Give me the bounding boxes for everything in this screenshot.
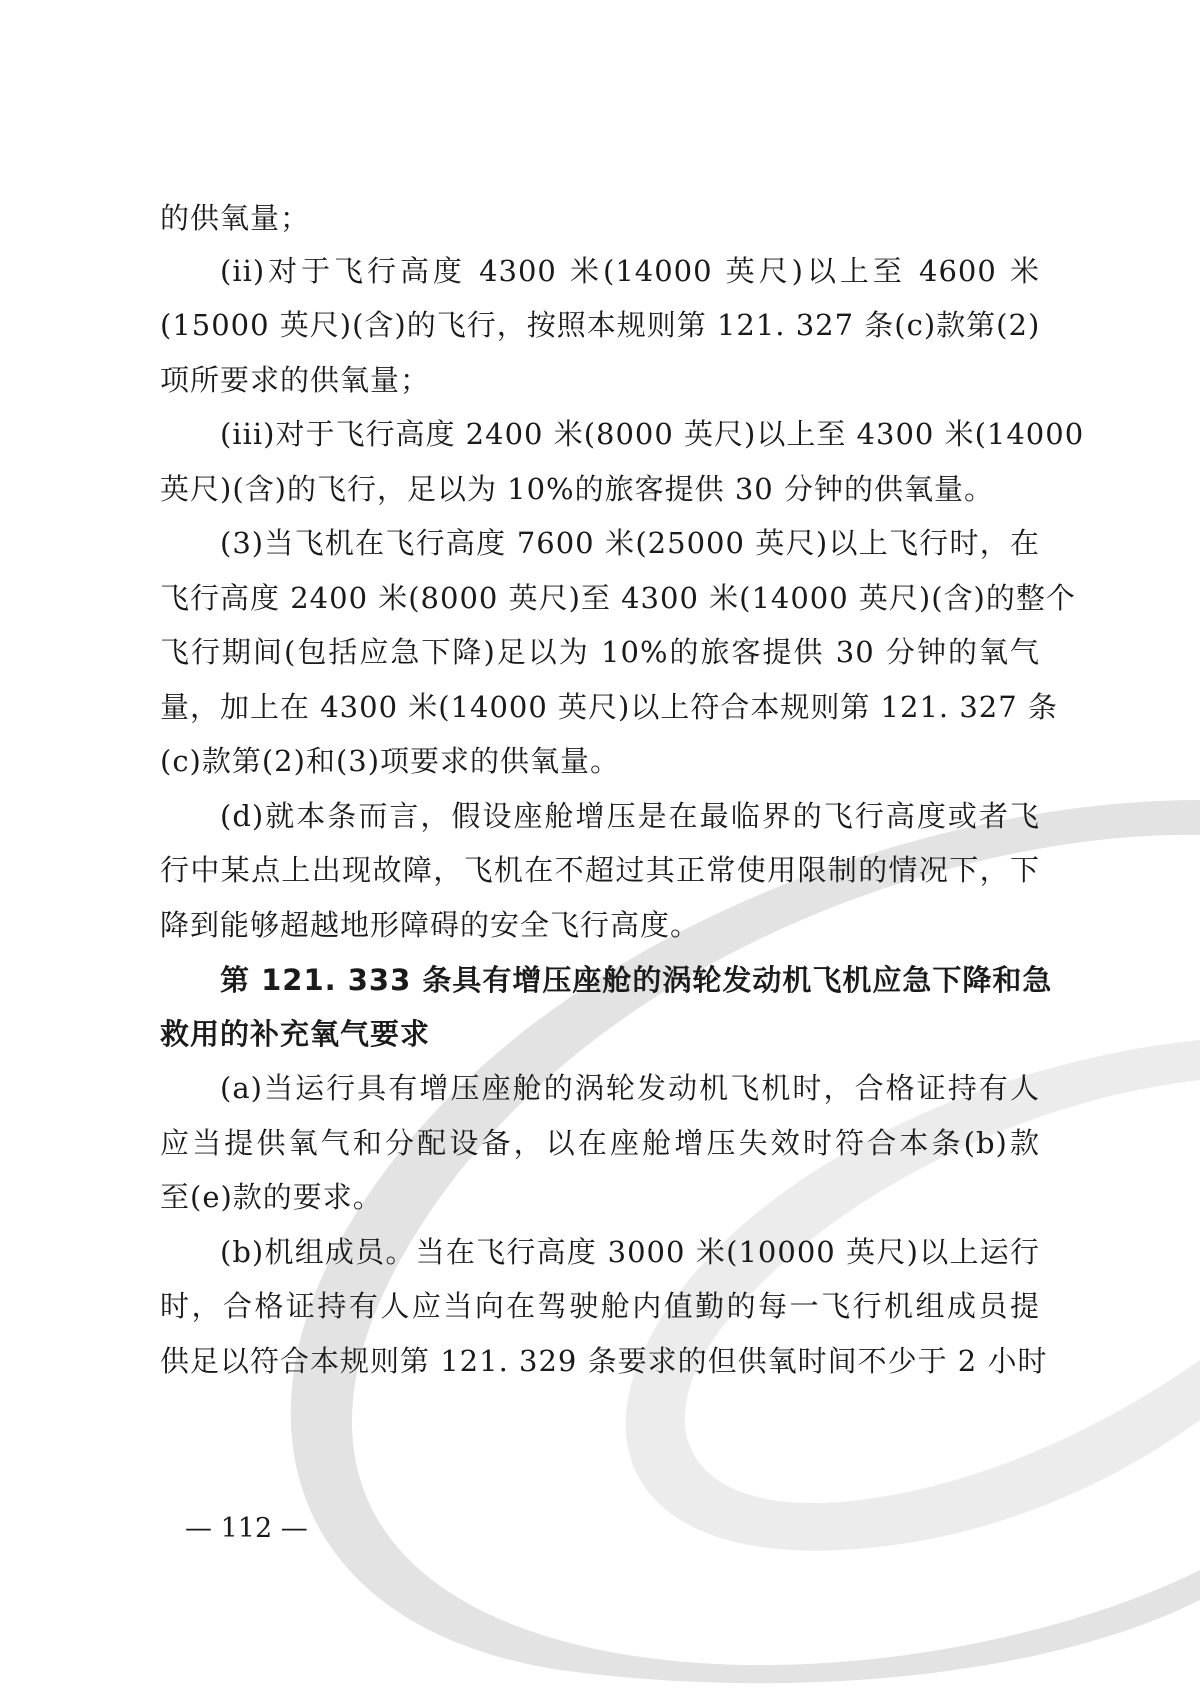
section-heading: 第 121. 333 条具有增压座舱的涡轮发动机飞机应急下降和急 [220, 963, 1053, 997]
body-line: (b)机组成员。当在飞行高度 3000 米(10000 英尺)以上运行 [220, 1235, 1040, 1269]
body-line: 应当提供氧气和分配设备，以在座舱增压失效时符合本条(b)款 [160, 1126, 1040, 1160]
body-line: 至(e)款的要求。 [160, 1180, 383, 1214]
body-line: 行中某点上出现故障，飞机在不超过其正常使用限制的情况下，下 [160, 853, 1040, 887]
body-line: 飞行期间(包括应急下降)足以为 10%的旅客提供 30 分钟的氧气 [160, 635, 1040, 669]
body-line: (a)当运行具有增压座舱的涡轮发动机飞机时，合格证持有人 [220, 1071, 1040, 1105]
body-line: 的供氧量； [160, 201, 311, 235]
body-line: 飞行高度 2400 米(8000 英尺)至 4300 米(14000 英尺)(含)的整个 [160, 581, 1076, 615]
body-line: 降到能够超越地形障碍的安全飞行高度。 [160, 908, 701, 942]
body-line: (c)款第(2)和(3)项要求的供氧量。 [160, 744, 621, 778]
page-number: — 112 — [185, 1513, 308, 1544]
section-heading: 救用的补充氧气要求 [160, 1017, 431, 1051]
body-line: 量，加上在 4300 米(14000 英尺)以上符合本规则第 121. 327 条 [160, 690, 1058, 724]
body-line: 英尺)(含)的飞行，足以为 10%的旅客提供 30 分钟的供氧量。 [160, 472, 994, 506]
body-line: 供足以符合本规则第 121. 329 条要求的但供氧时间不少于 2 小时 [160, 1344, 1048, 1378]
body-line: (ii)对于飞行高度 4300 米(14000 英尺)以上至 4600 米 [220, 254, 1040, 288]
body-line: (15000 英尺)(含)的飞行，按照本规则第 121. 327 条(c)款第(2) [160, 308, 1041, 342]
body-line: 项所要求的供氧量； [160, 363, 431, 397]
body-line: (d)就本条而言，假设座舱增压是在最临界的飞行高度或者飞 [220, 799, 1040, 833]
body-line: (iii)对于飞行高度 2400 米(8000 英尺)以上至 4300 米(14000 [220, 417, 1085, 451]
body-line: (3)当飞机在飞行高度 7600 米(25000 英尺)以上飞行时，在 [220, 526, 1040, 560]
body-line: 时，合格证持有人应当向在驾驶舱内值勤的每一飞行机组成员提 [160, 1289, 1040, 1323]
